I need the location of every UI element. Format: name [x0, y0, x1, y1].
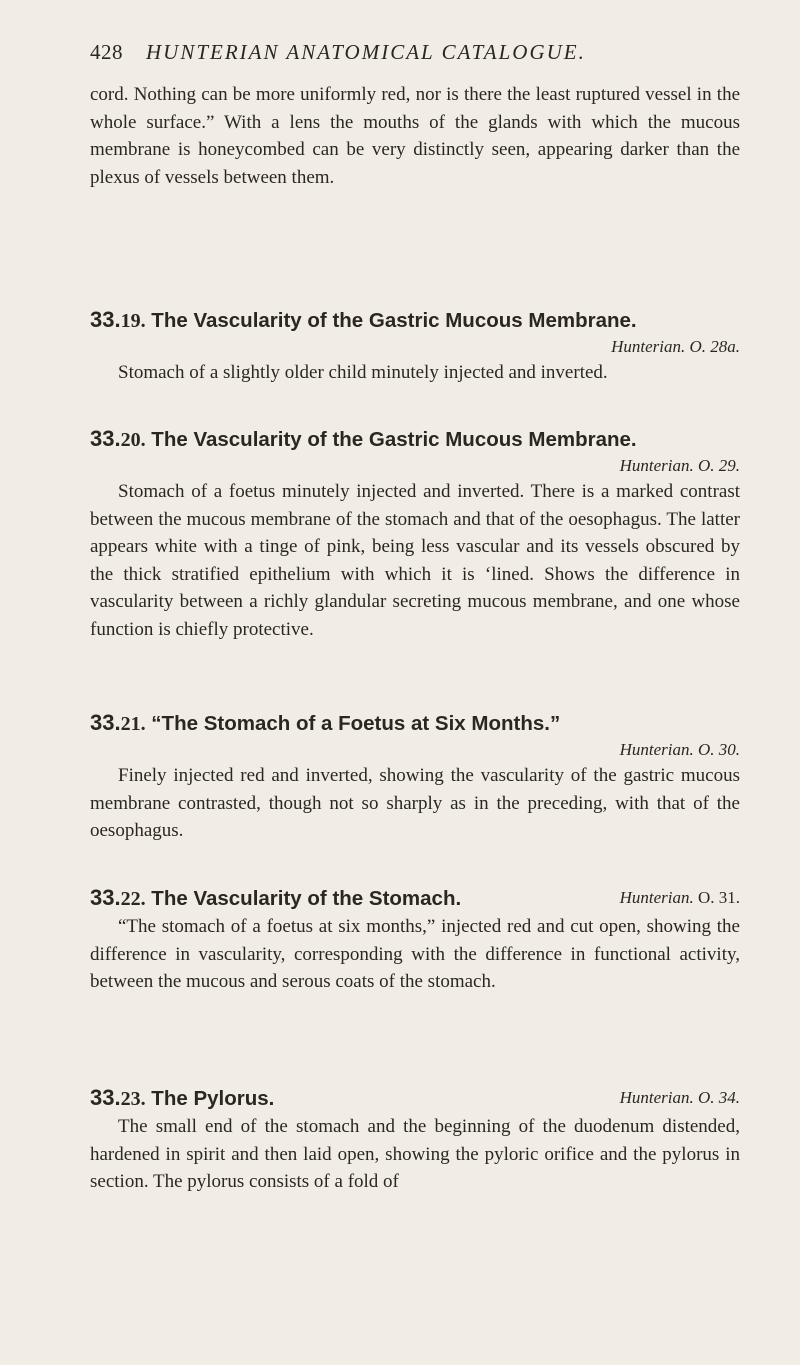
entry-number-major: 33.	[90, 1085, 121, 1110]
entry-33-19	[90, 306, 740, 387]
running-title: HUNTERIAN ANATOMICAL CATALOGUE.	[146, 40, 586, 64]
reference-name: Hunterian.	[619, 1088, 694, 1107]
entry-number-minor: 23.	[120, 1088, 146, 1110]
entry-title: The Vascularity of the Stomach.	[151, 887, 462, 910]
entry-33-22	[90, 884, 740, 996]
entry-reference	[90, 454, 740, 478]
entry-reference	[620, 884, 740, 912]
entry-reference	[90, 335, 740, 359]
entry-number-major: 33.	[90, 710, 121, 735]
entry-reference	[620, 1084, 740, 1112]
entry-heading	[90, 306, 740, 335]
entry-33-23	[90, 1084, 740, 1196]
reference-code: O. 28a.	[689, 337, 740, 356]
entry-description: “The stomach of a foetus at six months,” injected red and cut open, showing the difference in vascularity, corresponding with the difference in functional activity, between the mucous and serous coats of the stomach.	[90, 916, 740, 992]
entry-heading-line	[90, 884, 740, 913]
reference-name: Hunterian.	[619, 456, 694, 475]
entry-heading	[90, 425, 740, 454]
entry-number-minor: 19.	[120, 310, 146, 332]
entry-description: Stomach of a slightly older child minutely injected and inverted.	[118, 362, 608, 383]
entry-title: The Pylorus.	[151, 1087, 275, 1110]
entry-title: The Vascularity of the Gastric Mucous Membrane.	[151, 428, 637, 451]
intro-paragraph: cord. Nothing can be more uniformly red, nor is there the least ruptured vessel in the whole surface.” With a lens the mouths of the glands with which the mucous membrane is honeycombed can be very distinctly seen, appearing darker than the plexus of vessels between them.	[90, 84, 740, 188]
intro-block	[90, 81, 740, 191]
entry-number-minor: 20.	[120, 429, 146, 451]
entry-number-major: 33.	[90, 307, 121, 332]
reference-code: O. 34.	[697, 1088, 740, 1107]
entry-number-minor: 21.	[120, 713, 146, 735]
entry-reference	[90, 738, 740, 762]
entry-heading	[90, 709, 740, 738]
entry-number-minor: 22.	[120, 888, 146, 910]
reference-name: Hunterian.	[619, 740, 694, 759]
reference-name: Hunterian.	[611, 337, 686, 356]
entry-33-21	[90, 709, 740, 845]
reference-code: O. 29.	[697, 456, 740, 475]
reference-name: Hunterian.	[619, 888, 694, 907]
entry-number-major: 33.	[90, 885, 121, 910]
entry-title: The Vascularity of the Gastric Mucous Membrane.	[151, 309, 637, 332]
reference-code: O. 30.	[697, 740, 740, 759]
entry-description: Stomach of a foetus minutely injected and inverted. There is a marked contrast between the mucous membrane of the stomach and that of the oesophagus. The latter appears white with a tinge of pink, being less vascular and its vessels obscured by the thick stratified epithelium with which it is ‘lined. Shows the difference in vascularity between a richly glandular secreting mucous membrane, and one whose function is chiefly protective.	[90, 481, 740, 640]
entry-heading-line	[90, 1084, 740, 1113]
entry-number-major: 33.	[90, 426, 121, 451]
entry-description: The small end of the stomach and the beginning of the duodenum distended, hardened in spirit and then laid open, showing the pyloric orifice and the pylorus in section. The pylorus consists of a fold of	[90, 1116, 740, 1192]
running-header	[90, 40, 740, 65]
page-number: 428	[90, 40, 123, 64]
reference-code: O. 31.	[697, 888, 740, 907]
entry-title: “The Stomach of a Foetus at Six Months.”	[151, 712, 561, 735]
entry-description: Finely injected red and inverted, showing the vascularity of the gastric mucous membrane contrasted, though not so sharply as in the preceding, with that of the oesophagus.	[90, 765, 740, 841]
entry-33-20	[90, 425, 740, 643]
